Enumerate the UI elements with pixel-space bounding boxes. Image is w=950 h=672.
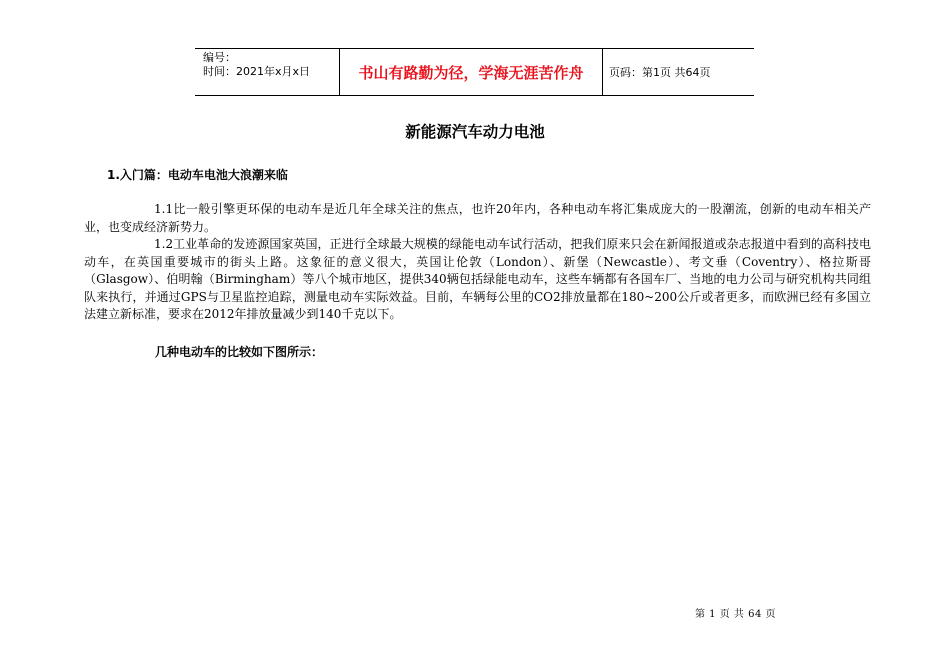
section1-heading: 1.入门篇：电动车电池大浪潮来临 [107, 168, 288, 182]
number-label: 编号： [203, 51, 236, 64]
header-table [195, 48, 754, 96]
header-motto: 书山有路勤为径，学海无涯苦作舟 [339, 49, 603, 95]
paragraph-1: 1.1比一般引擎更环保的电动车是近几年全球关注的焦点，也许20年内，各种电动车将汇集成庞大的一股潮流，创新的电动车相关产业，也变成经济新势力。 [84, 202, 871, 234]
paragraph-2: 1.2工业革命的发迹源国家英国，正进行全球最大规模的绿能电动车试行活动，把我们原来只会在新闻报道或杂志报道中看到的高科技电动车，在英国重要城市的街头上路。这象征的意义很大，英国让伦敦（London）、新堡（Newcastle）、考文垂（Coventry）、格拉斯哥（Glasgow）、伯明翰（Birmingham）等八个城市地区，提供340辆包括绿能电动车，这些车辆都有各国车厂、当地的电力公司与研究机构共同组队来执行，并通过GPS与卫星监控追踪，测量电动车实际效益。目前，车辆每公里的CO2排放量都在180~200公斤或者更多，而欧洲已经有多国立法建立新标准，要求在2012年排放量减少到140千克以下。 [84, 237, 871, 321]
time-label: 时间：2021年x月x日 [203, 65, 311, 78]
page-footer: 第 1 页 共 64 页 [695, 609, 776, 620]
header-meta [195, 49, 339, 95]
header-page-info: 页码：第1页 共64页 [609, 66, 711, 79]
section2-heading: 几种电动车的比较如下图所示： [155, 345, 324, 359]
body-text [84, 201, 871, 324]
document-title: 新能源汽车动力电池 [405, 123, 545, 141]
